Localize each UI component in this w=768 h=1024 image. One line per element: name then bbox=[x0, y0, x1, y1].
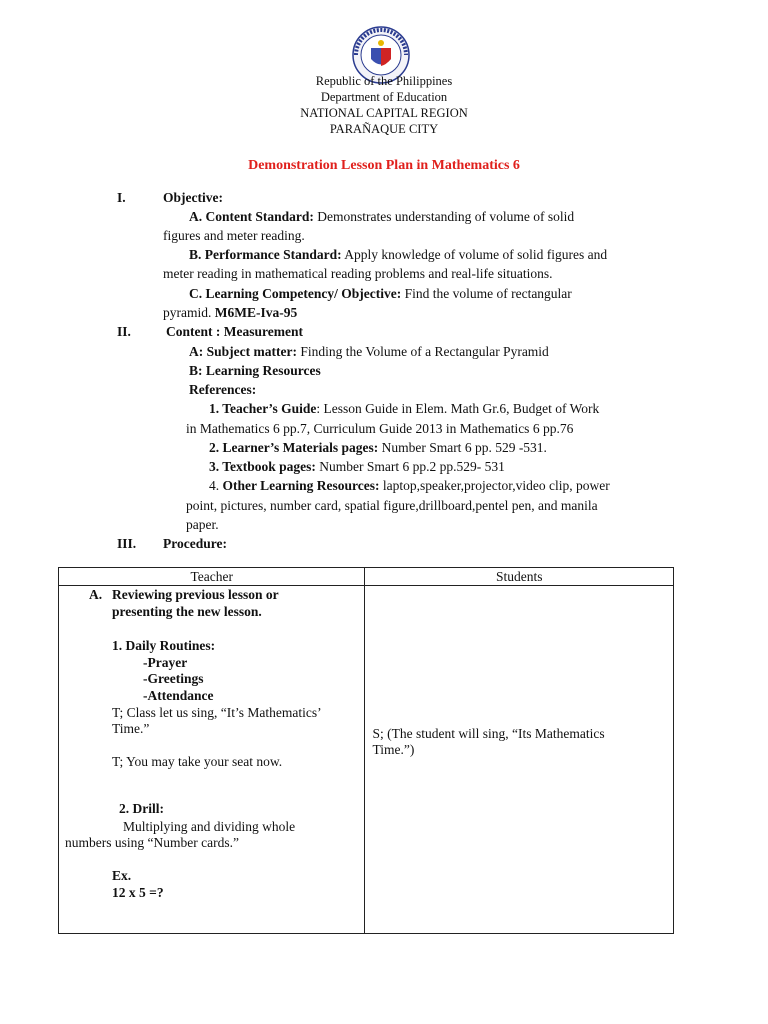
teachers-guide: 1. Teacher’s Guide: Lesson Guide in Elem. Math Gr.6, Budget of Work bbox=[209, 401, 600, 416]
example-label: Ex. bbox=[112, 868, 132, 883]
teacher-cell bbox=[59, 586, 365, 934]
procedure-table bbox=[58, 567, 674, 934]
learning-competency: C. Learning Competency/ Objective: Find the volume of rectangular bbox=[189, 286, 572, 301]
section-1-number: I. bbox=[117, 190, 126, 205]
textbook-pages: 3. Textbook pages: Number Smart 6 pp.2 pp.529- 531 bbox=[209, 459, 505, 474]
teacher-seat: T; You may take your seat now. bbox=[112, 754, 283, 769]
other-resources: 4. Other Learning Resources: laptop,speaker,projector,video clip, power bbox=[209, 478, 610, 493]
drill-line2: numbers using “Number cards.” bbox=[65, 835, 239, 850]
performance-standard: B. Performance Standard: Apply knowledge of volume of solid figures and bbox=[189, 247, 608, 262]
review-lesson-line2: presenting the new lesson. bbox=[112, 604, 262, 619]
section-2-heading: Content : Measurement bbox=[166, 324, 303, 339]
students-cell bbox=[365, 586, 674, 934]
drill-heading: 2. Drill: bbox=[119, 801, 164, 816]
learning-resources-heading: B: Learning Resources bbox=[189, 363, 321, 378]
other-resources-cont: point, pictures, number card, spatial figure,drillboard,pentel pen, and manila bbox=[186, 498, 598, 513]
routine-greetings: -Greetings bbox=[143, 671, 204, 686]
content-standard: A. Content Standard: Demonstrates understanding of volume of solid bbox=[189, 209, 575, 224]
subject-matter: A: Subject matter: Finding the Volume of a Rectangular Pyramid bbox=[189, 344, 549, 359]
other-resources-cont2: paper. bbox=[186, 517, 219, 532]
student-sing-line2: Time.”) bbox=[372, 742, 415, 757]
header-republic: Republic of the Philippines bbox=[315, 74, 453, 88]
teachers-guide-cont: in Mathematics 6 pp.7, Curriculum Guide 2013 in Mathematics 6 pp.76 bbox=[186, 421, 574, 436]
student-sing-line1: S; (The student will sing, “Its Mathematics bbox=[372, 726, 605, 741]
daily-routines: 1. Daily Routines: bbox=[112, 638, 216, 653]
learners-materials: 2. Learner’s Materials pages: Number Smart 6 pp. 529 -531. bbox=[209, 440, 547, 455]
routine-prayer: -Prayer bbox=[143, 655, 188, 670]
teacher-sing-line1: T; Class let us sing, “It’s Mathematics’ bbox=[112, 705, 322, 720]
example-equation: 12 x 5 =? bbox=[112, 885, 164, 900]
document-title: Demonstration Lesson Plan in Mathematics 6 bbox=[248, 158, 520, 173]
routine-attendance: -Attendance bbox=[143, 688, 214, 703]
review-lesson-line1: Reviewing previous lesson or bbox=[112, 587, 279, 602]
header-city: PARAÑAQUE CITY bbox=[329, 122, 439, 136]
performance-standard-cont: meter reading in mathematical reading problems and real-life situations. bbox=[163, 266, 553, 281]
drill-line1: Multiplying and dividing whole bbox=[123, 819, 296, 834]
section-1-heading: Objective: bbox=[163, 190, 223, 205]
section-2-number: II. bbox=[117, 324, 131, 339]
learning-competency-cont: pyramid. M6ME-Iva-95 bbox=[163, 305, 298, 320]
header-department: Department of Education bbox=[320, 90, 448, 104]
item-a-marker: A. bbox=[89, 587, 103, 602]
references-heading: References: bbox=[189, 382, 257, 397]
students-column-header: Students bbox=[365, 568, 674, 586]
content-standard-cont: figures and meter reading. bbox=[163, 228, 305, 243]
teacher-sing-line2: Time.” bbox=[112, 721, 150, 736]
teacher-column-header: Teacher bbox=[59, 568, 365, 586]
section-3-heading: Procedure: bbox=[163, 536, 227, 551]
section-3-number: III. bbox=[117, 536, 137, 551]
header-region: NATIONAL CAPITAL REGION bbox=[300, 106, 468, 120]
